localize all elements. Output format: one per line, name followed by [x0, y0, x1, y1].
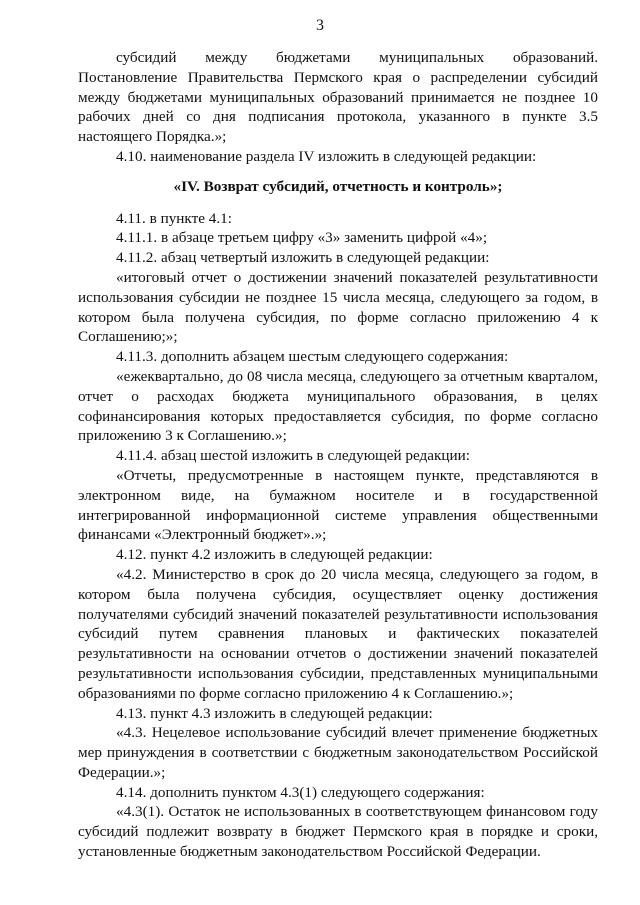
paragraph-quote-4-3: «4.3. Нецелевое использование субсидий влечет применение бюджетных мер принуждения в соответствии с бюджетным законодательством Российской Федерации.»; — [78, 724, 598, 781]
paragraph-item-4-11-2: 4.11.2. абзац четвертый изложить в следующей редакции: — [116, 249, 490, 267]
paragraph-item-4-10: 4.10. наименование раздела IV изложить в следующей редакции: — [116, 147, 537, 165]
document-body — [78, 48, 598, 862]
paragraph-item-4-11-3: 4.11.3. дополнить абзацем шестым следующего содержания: — [116, 348, 509, 366]
paragraph-item-4-11-4: 4.11.4. абзац шестой изложить в следующей редакции: — [116, 447, 470, 465]
paragraph-item-4-12: 4.12. пункт 4.2 изложить в следующей редакции: — [116, 546, 433, 564]
paragraph-continuation: субсидий между бюджетами муниципальных образований. Постановление Правительства Пермского края о распределении субсидий между бюджетами муниципальных образований принимается не позднее 10 рабочих дней со дня подписания протокола, указанного в пункте 3.5 настоящего Порядка.»; — [78, 49, 598, 146]
paragraph-quote-final-report: «итоговый отчет о достижении значений показателей результативности использования субсидии не позднее 15 числа месяца, следующего за годом, в котором была получена субсидия, по форме согласно приложению 4 к Соглашению;»; — [78, 268, 598, 346]
paragraph-item-4-11-1: 4.11.1. в абзаце третьем цифру «3» заменить цифрой «4»; — [116, 229, 488, 247]
paragraph-item-4-13: 4.13. пункт 4.3 изложить в следующей редакции: — [116, 704, 433, 722]
paragraph-quote-quarterly-report: «ежеквартально, до 08 числа месяца, следующего за отчетным кварталом, отчет о расходах бюджета муниципального образования, в целях софинансирования которых предоставляется субсидия, по форме согласно приложению 3 к Соглашению.»; — [78, 367, 598, 445]
paragraph-quote-reports-submission: «Отчеты, предусмотренные в настоящем пункте, представляются в электронном виде, на бумажном носителе и в государственной интегрированной информационной системе управления общественными финансами «Электронный бюджет».»; — [78, 466, 598, 544]
paragraph-quote-4-3-1: «4.3(1). Остаток не использованных в соответствующем финансовом году субсидий подлежит возврату в бюджет Пермского края в порядке и сроки, установленные бюджетным законодательством Российской Федерации. — [78, 803, 598, 861]
paragraph-quote-4-2: «4.2. Министерство в срок до 20 числа месяца, следующего за годом, в котором была получена субсидия, осуществляет оценку достижения получателями субсидий значений показателей результативности использования субсидий путем сравнения плановых и фактических показателей результативности на основании отчетов о достижении значений показателей результативности использования субсидии, представленных муниципальными образованиями по форме согласно приложению 4 к Соглашению.»; — [78, 565, 598, 702]
page-number: 3 — [316, 17, 324, 34]
section-heading-iv: «IV. Возврат субсидий, отчетность и контроль»; — [173, 177, 503, 195]
paragraph-item-4-11: 4.11. в пункте 4.1: — [116, 209, 232, 227]
paragraph-item-4-14: 4.14. дополнить пунктом 4.3(1) следующего содержания: — [116, 783, 485, 801]
